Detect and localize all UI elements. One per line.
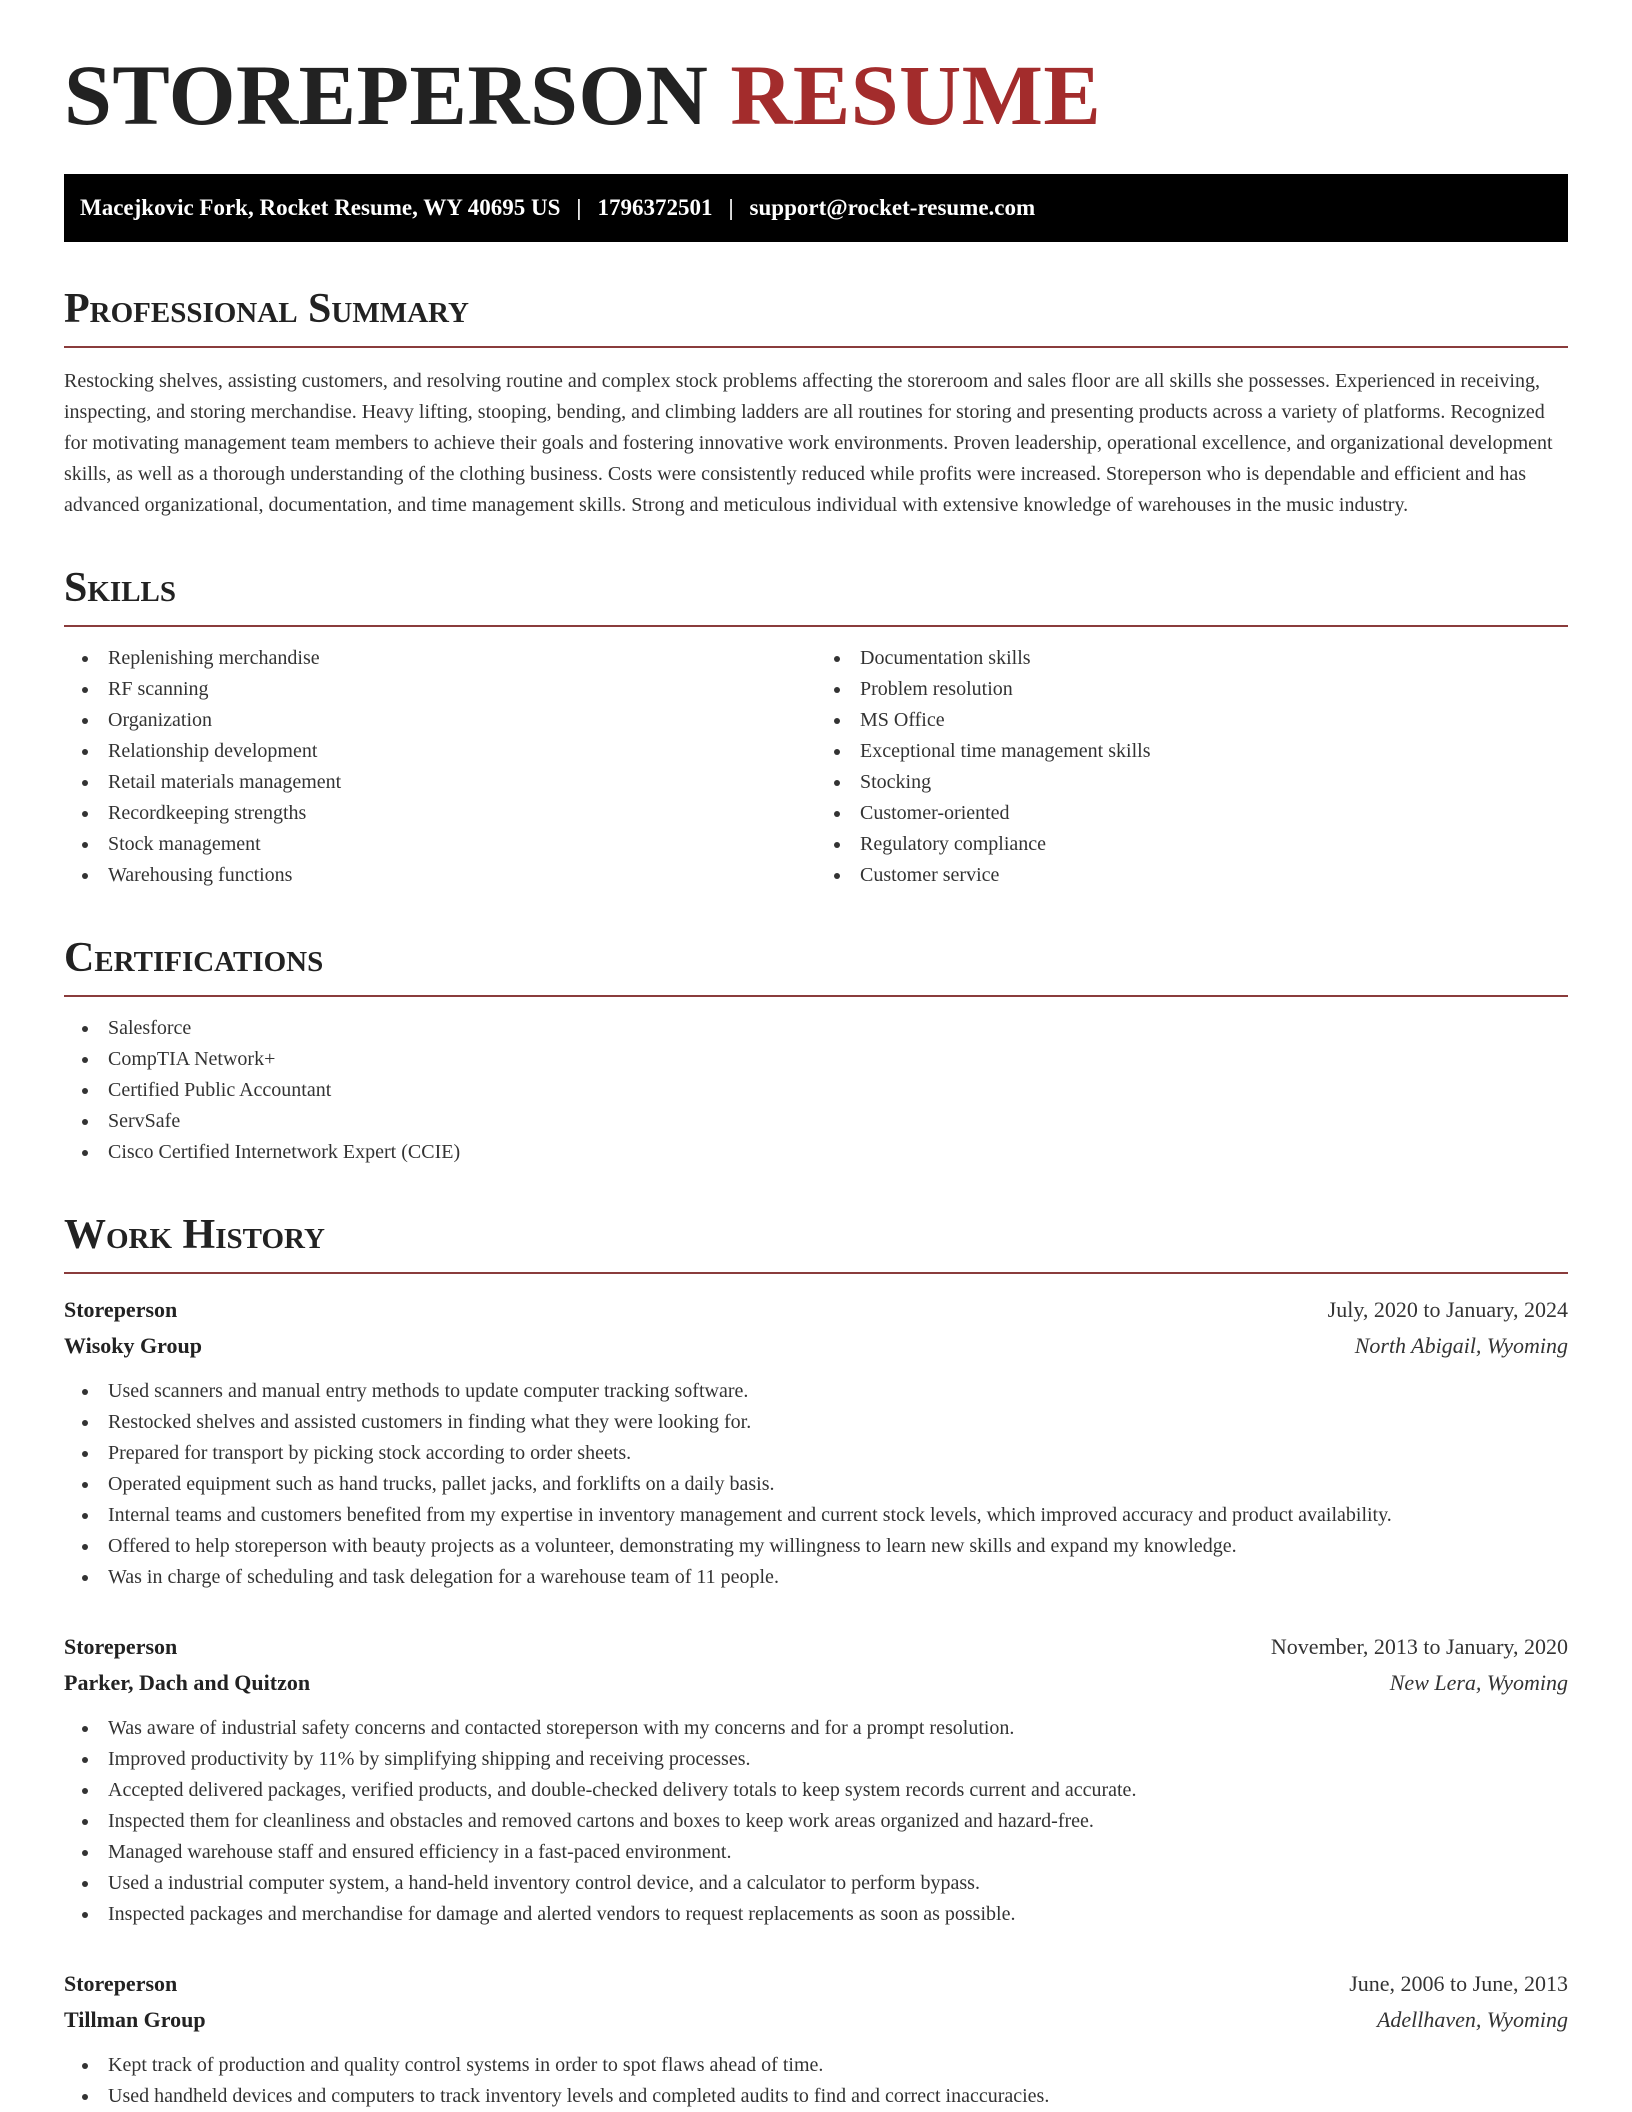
skill-item: Replenishing merchandise [64,643,816,674]
job-dates: November, 2013 to January, 2020 [1270,1634,1568,1659]
job-bullet: Used scanners and manual entry methods to update computer tracking software. [64,1376,1568,1407]
skill-item: Documentation skills [816,643,1568,674]
job-bullet: Offered to help storeperson with beauty projects as a volunteer, demonstrating my willingness to learn new skills and expand my knowledge. [64,1531,1568,1562]
job-bullet: Was aware of industrial safety concerns and contacted storeperson with my concerns and for a prompt resolution. [64,1713,1568,1744]
job-bullet: Operated equipment such as hand trucks, pallet jacks, and forklifts on a daily basis. [64,1469,1568,1500]
skill-item: Stock management [64,829,816,860]
job-bullets [64,1713,1568,1930]
skill-item: Regulatory compliance [816,829,1568,860]
job-bullet: Used handheld devices and computers to track inventory levels and completed audits to find and correct inaccuracies. [64,2081,1568,2112]
job-bullet: Accepted delivered packages, verified products, and double-checked delivery totals to keep system records current and accurate. [64,1775,1568,1806]
title-main: STOREPERSON [64,47,709,143]
job-header-row [64,1629,1568,1665]
job-bullet: Was in charge of scheduling and task delegation for a warehouse team of 11 people. [64,1562,1568,1593]
job-bullet: Restocked shelves and assisted customers in finding what they were looking for. [64,1407,1568,1438]
job-bullet: Kept track of production and quality control systems in order to spot flaws ahead of time. [64,2050,1568,2081]
skills-grid [64,627,1568,891]
job-header-row [64,1966,1568,2002]
contact-email: support@rocket-resume.com [749,195,1036,220]
job-bullets [64,1376,1568,1593]
job-title: Storeperson [64,1297,178,1322]
certification-item: ServSafe [64,1106,1568,1137]
certifications-list [64,1013,1568,1168]
skills-heading: Skills [64,567,1568,627]
job-bullet: Inspected packages and merchandise for damage and alerted vendors to request replacements as soon as possible. [64,1899,1568,1930]
contact-separator: | [576,195,582,220]
skill-item: Relationship development [64,736,816,767]
certification-item: CompTIA Network+ [64,1044,1568,1075]
job-location: North Abigail, Wyoming [1354,1333,1568,1358]
job-bullet: Inspected them for cleanliness and obstacles and removed cartons and boxes to keep work areas organized and hazard-free. [64,1806,1568,1837]
job-dates: June, 2006 to June, 2013 [1349,1971,1568,1996]
job-bullet: Internal teams and customers benefited from my expertise in inventory management and current stock levels, which improved accuracy and product availability. [64,1500,1568,1531]
work-history-heading: Work History [64,1214,1568,1274]
summary-heading: Professional Summary [64,288,1568,348]
job-entry [64,1966,1568,2112]
job-title: Storeperson [64,1971,178,1996]
job-bullet: Used a industrial computer system, a hand-held inventory control device, and a calculator to perform bypass. [64,1868,1568,1899]
skill-item: Organization [64,705,816,736]
contact-separator: | [728,195,734,220]
job-bullet: Improved productivity by 11% by simplifying shipping and receiving processes. [64,1744,1568,1775]
skills-list-right [816,643,1568,891]
job-company-row [64,1328,1568,1364]
job-entry [64,1292,1568,1593]
certification-item: Certified Public Accountant [64,1075,1568,1106]
skill-item: Exceptional time management skills [816,736,1568,767]
job-location: New Lera, Wyoming [1389,1670,1568,1695]
certification-item: Cisco Certified Internetwork Expert (CCIE) [64,1137,1568,1168]
job-bullet: Managed warehouse staff and ensured efficiency in a fast-paced environment. [64,1837,1568,1868]
job-company: Wisoky Group [64,1333,202,1358]
job-company-row [64,1665,1568,1701]
skill-item: Retail materials management [64,767,816,798]
skill-item: Stocking [816,767,1568,798]
job-location: Adellhaven, Wyoming [1376,2007,1568,2032]
title-accent: RESUME [730,47,1102,143]
job-title: Storeperson [64,1634,178,1659]
contact-phone: 1796372501 [597,195,713,220]
job-company-row [64,2002,1568,2038]
certification-item: Salesforce [64,1013,1568,1044]
skill-item: Problem resolution [816,674,1568,705]
job-bullets [64,2050,1568,2112]
job-company: Parker, Dach and Quitzon [64,1670,311,1695]
job-dates: July, 2020 to January, 2024 [1327,1297,1568,1322]
certifications-heading: Certifications [64,937,1568,997]
job-entry [64,1629,1568,1930]
skill-item: RF scanning [64,674,816,705]
resume-title [64,0,1568,143]
summary-text: Restocking shelves, assisting customers, and resolving routine and complex stock problems affecting the storeroom and sales floor are all skills she possesses. Experienced in receiving, inspecting, and storing merchandise. Heavy lifting, stooping, bending, and climbing ladders are all routines for storing and presenting products across a variety of platforms. Recognized for motivating management team members to achieve their goals and fostering innovative work environments. Proven leadership, operational excellence, and organizational development skills, as well as a thorough understanding of the clothing business. Costs were consistently reduced while profits were increased. Storeperson who is dependable and efficient and has advanced organizational, documentation, and time management skills. Strong and meticulous individual with extensive knowledge of warehouses in the music industry. [64,370,1553,516]
skill-item: Warehousing functions [64,860,816,891]
skill-item: Recordkeeping strengths [64,798,816,829]
skills-list-left [64,643,816,891]
contact-bar [64,174,1568,242]
skill-item: MS Office [816,705,1568,736]
contact-address: Macejkovic Fork, Rocket Resume, WY 40695 US [80,195,561,220]
skill-item: Customer service [816,860,1568,891]
skill-item: Customer-oriented [816,798,1568,829]
job-bullet: Prepared for transport by picking stock according to order sheets. [64,1438,1568,1469]
job-company: Tillman Group [64,2007,206,2032]
job-header-row [64,1292,1568,1328]
